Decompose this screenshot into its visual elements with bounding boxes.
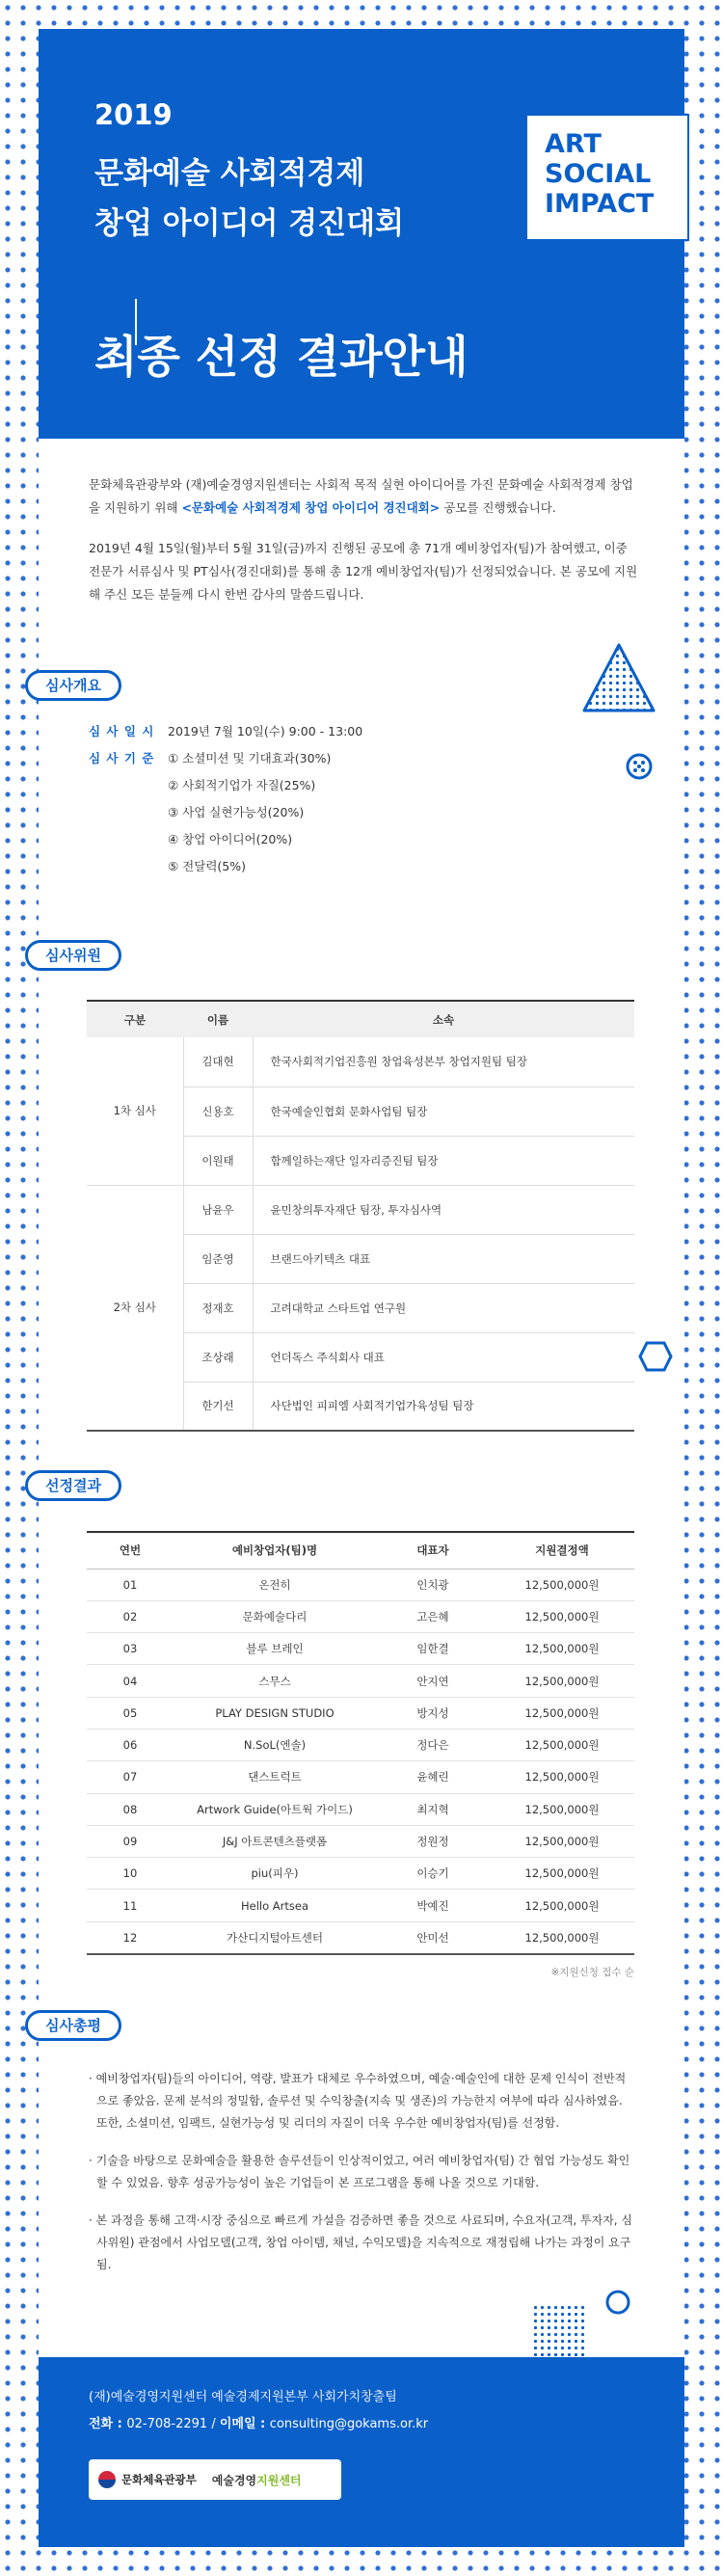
table-row (87, 1729, 634, 1760)
result-no: 09 (87, 1825, 174, 1857)
art-social-impact-badge (525, 114, 689, 241)
criteria-item: ① 소셜미션 및 기대효과(30%) (168, 751, 332, 765)
criteria-item: ④ 창업 아이디어(20%) (168, 832, 293, 846)
hero-title-line2: 창업 아이디어 경진대회 (94, 206, 405, 241)
judge-org: 함께일하는재단 일자리증진팀 팀장 (253, 1136, 634, 1185)
result-team: 블루 브레인 (174, 1633, 376, 1665)
footer-org: (재)예술경영지원센터 예술경제지원본부 사회가치창출팀 (89, 2390, 397, 2404)
result-team: Artwork Guide(아트웍 가이드) (174, 1793, 376, 1825)
result-amount: 12,500,000원 (490, 1729, 634, 1760)
result-amount: 12,500,000원 (490, 1665, 634, 1697)
table-header: 이름 (183, 1001, 253, 1037)
result-amount: 12,500,000원 (490, 1697, 634, 1729)
section-pill-judges: 심사위원 (25, 940, 121, 971)
judge-org: 언더독스 주식회사 대표 (253, 1332, 634, 1382)
criteria-item: ⑤ 전달력(5%) (168, 859, 246, 873)
dotted-circle-icon (625, 752, 654, 781)
result-team: 댄스트럭트 (174, 1761, 376, 1793)
result-amount: 12,500,000원 (490, 1921, 634, 1953)
judges-table (87, 1000, 634, 1432)
intro-text-span: 문화체육관광부와 (재)예술경영지원센터는 사회적 목적 실현 아이디어를 가진 문화예술 사회적경제 창업을 지원하기 위해 (89, 477, 633, 515)
result-rep: 안지연 (376, 1665, 490, 1697)
judge-name: 정재호 (183, 1283, 253, 1332)
table-row (87, 1037, 634, 1087)
results-table (87, 1531, 634, 1955)
judge-org: 사단법인 피피엠 사회적기업가육성팀 팀장 (253, 1382, 634, 1431)
result-no: 11 (87, 1890, 174, 1921)
result-amount: 12,500,000원 (490, 1858, 634, 1890)
result-amount: 12,500,000원 (490, 1569, 634, 1600)
judge-org: 한국사회적기업진흥원 창업육성본부 창업지원팀 팀장 (253, 1037, 634, 1087)
table-row (87, 1697, 634, 1729)
judge-name: 김대현 (183, 1037, 253, 1087)
overview-date-row (89, 718, 551, 745)
table-row (87, 1633, 634, 1665)
mcst-logo (98, 2471, 197, 2488)
result-no: 04 (87, 1665, 174, 1697)
dotted-triangle-icon (580, 639, 657, 716)
result-amount: 12,500,000원 (490, 1793, 634, 1825)
ring-icon (603, 2288, 632, 2317)
gokams-logo (212, 2472, 302, 2488)
overview-date-label: 심 사 일 시 (89, 724, 155, 738)
review-block (89, 2068, 634, 2292)
result-no: 02 (87, 1600, 174, 1632)
contact-separator: / (207, 2417, 220, 2431)
result-rep: 이승기 (376, 1858, 490, 1890)
table-row (87, 1761, 634, 1793)
result-amount: 12,500,000원 (490, 1761, 634, 1793)
intro-text (89, 473, 640, 624)
result-no: 08 (87, 1793, 174, 1825)
intro-paragraph-2: 2019년 4월 15일(월)부터 5월 31일(금)까지 진행된 공모에 총 71개 예비창업자(팀)가 참여했고, 이중 전문가 서류심사 및 PT심사(경진대회)를 통해 총 12개 예비창업자(팀)가 선정되었습니다. 본 공모에 지원해 주신 모든 분들께 다시 한번 감사의 말씀드립니다. (89, 541, 638, 602)
gokams-logo-text-b: 지원센터 (256, 2473, 302, 2487)
result-team: 온전히 (174, 1569, 376, 1600)
table-header: 지원결정액 (490, 1532, 634, 1569)
result-no: 05 (87, 1697, 174, 1729)
email-address: consulting@gokams.or.kr (269, 2417, 429, 2431)
result-no: 03 (87, 1633, 174, 1665)
intro-highlight: <문화예술 사회적경제 창업 아이디어 경진대회> (181, 500, 441, 515)
review-paragraph: · 예비창업자(팀)들의 아이디어, 역량, 발표가 대체로 우수하였으며, 예술·예술인에 대한 문제 인식이 전반적으로 좋았음. 문제 분석의 정밀함, 솔루션 및 수익창출(지속 및 생존)의 가능한지 여부에 따라 심사하였음. 또한, 소셜미션, 임팩트, 실현가능성 및 리더의 자질이 더욱 우수한 예비창업자(팀)를 선정함. (89, 2072, 627, 2130)
judge-org: 고려대학교 스타트업 연구원 (253, 1283, 634, 1332)
table-row (87, 1665, 634, 1697)
result-no: 12 (87, 1921, 174, 1953)
result-rep: 정다은 (376, 1729, 490, 1760)
table-header: 구분 (87, 1001, 183, 1037)
footer-contact (89, 2413, 428, 2431)
overview-criteria-row (89, 745, 551, 880)
table-header: 연번 (87, 1532, 174, 1569)
result-team: 가산디지털아트센터 (174, 1921, 376, 1953)
table-header-row (87, 1532, 634, 1569)
judge-name: 한기선 (183, 1382, 253, 1431)
review-paragraph: · 본 과정을 통해 고객·시장 중심으로 빠르게 가설을 검증하면 좋을 것으로 사료되며, 수요자(고객, 투자자, 심사위원) 관점에서 사업모델(고객, 창업 아이템, 채널, 수익모델)을 지속적으로 재정립해 나가는 과정이 요구됨. (89, 2214, 633, 2271)
result-team: PLAY DESIGN STUDIO (174, 1697, 376, 1729)
results-footnote: ※지원신청 접수 순 (550, 1967, 634, 1978)
section-pill-overview: 심사개요 (25, 670, 121, 701)
content-panel (39, 439, 684, 2372)
result-rep: 정원정 (376, 1825, 490, 1857)
table-row (87, 1185, 634, 1234)
result-rep: 임한결 (376, 1633, 490, 1665)
result-rep: 안미선 (376, 1921, 490, 1953)
result-rep: 윤혜린 (376, 1761, 490, 1793)
result-team: N.SoL(엔솔) (174, 1729, 376, 1760)
hero-headline: 최종 선정 결과안내 (94, 331, 469, 383)
judge-name: 이원태 (183, 1136, 253, 1185)
judge-org: 한국예술인협회 문화사업팀 팀장 (253, 1087, 634, 1136)
logo-box (89, 2459, 341, 2500)
mcst-logo-text: 문화체육관광부 (121, 2473, 197, 2486)
overview-block (89, 718, 551, 880)
judge-name: 조상래 (183, 1332, 253, 1382)
hexagon-icon (638, 1340, 673, 1373)
table-header: 대표자 (376, 1532, 490, 1569)
gokams-logo-text-a: 예술경영 (211, 2473, 257, 2487)
table-row (87, 1793, 634, 1825)
table-row (87, 1825, 634, 1857)
table-row (87, 1858, 634, 1890)
hero-year: 2019 (94, 98, 173, 131)
badge-line: IMPACT (545, 189, 655, 219)
table-row (87, 1921, 634, 1953)
section-pill-review: 심사총평 (25, 2010, 121, 2041)
judge-org: 브랜드아키텍츠 대표 (253, 1234, 634, 1283)
result-rep: 인치광 (376, 1569, 490, 1600)
table-row (87, 1569, 634, 1600)
footer (39, 2357, 684, 2547)
badge-line: SOCIAL (545, 159, 652, 189)
table-header: 예비창업자(팀)명 (174, 1532, 376, 1569)
intro-text-span: 공모를 진행했습니다. (440, 500, 556, 515)
result-rep: 최지혁 (376, 1793, 490, 1825)
taeguk-icon (98, 2471, 116, 2488)
result-amount: 12,500,000원 (490, 1633, 634, 1665)
result-amount: 12,500,000원 (490, 1890, 634, 1921)
review-paragraph: · 기술을 바탕으로 문화예술을 활용한 솔루션들이 인상적이었고, 여러 예비창업자(팀) 간 협업 가능성도 확인할 수 있었음. 향후 성공가능성이 높은 기업들이 본 프로그램을 통해 나올 것으로 기대함. (89, 2154, 630, 2189)
result-team: 문화예술다리 (174, 1600, 376, 1632)
section-pill-results: 선정결과 (25, 1470, 121, 1501)
overview-criteria-label: 심 사 기 준 (89, 751, 155, 765)
judge-group: 2차 심사 (87, 1185, 183, 1431)
judge-org: 윤민창의투자재단 팀장, 투자심사역 (253, 1185, 634, 1234)
judge-name: 임준영 (183, 1234, 253, 1283)
result-no: 01 (87, 1569, 174, 1600)
table-row (87, 1890, 634, 1921)
result-team: J&J 아트콘텐츠플랫폼 (174, 1825, 376, 1857)
badge-line: ART (545, 129, 602, 159)
overview-date-value: 2019년 7월 10일(수) 9:00 - 13:00 (168, 724, 363, 738)
dotted-square-icon (532, 2304, 590, 2362)
result-team: Hello Artsea (174, 1890, 376, 1921)
criteria-list (168, 745, 331, 880)
result-no: 06 (87, 1729, 174, 1760)
result-rep: 박예진 (376, 1890, 490, 1921)
result-no: 10 (87, 1858, 174, 1890)
phone-number: 02-708-2291 (126, 2417, 208, 2431)
email-label: 이메일 : (219, 2417, 270, 2431)
result-rep: 방지성 (376, 1697, 490, 1729)
table-header-row (87, 1001, 634, 1037)
criteria-item: ③ 사업 실현가능성(20%) (168, 805, 305, 819)
result-amount: 12,500,000원 (490, 1600, 634, 1632)
intro-paragraph-1 (89, 473, 640, 520)
result-team: 스무스 (174, 1665, 376, 1697)
judge-group: 1차 심사 (87, 1037, 183, 1185)
result-team: piu(피우) (174, 1858, 376, 1890)
result-rep: 고은혜 (376, 1600, 490, 1632)
phone-label: 전화 : (89, 2417, 127, 2431)
result-no: 07 (87, 1761, 174, 1793)
hero-title-line1: 문화예술 사회적경제 (94, 156, 365, 191)
criteria-item: ② 사회적기업가 자질(25%) (168, 778, 316, 792)
table-header: 소속 (253, 1001, 634, 1037)
result-amount: 12,500,000원 (490, 1825, 634, 1857)
judge-name: 남윤우 (183, 1185, 253, 1234)
judge-name: 신용호 (183, 1087, 253, 1136)
table-row (87, 1600, 634, 1632)
